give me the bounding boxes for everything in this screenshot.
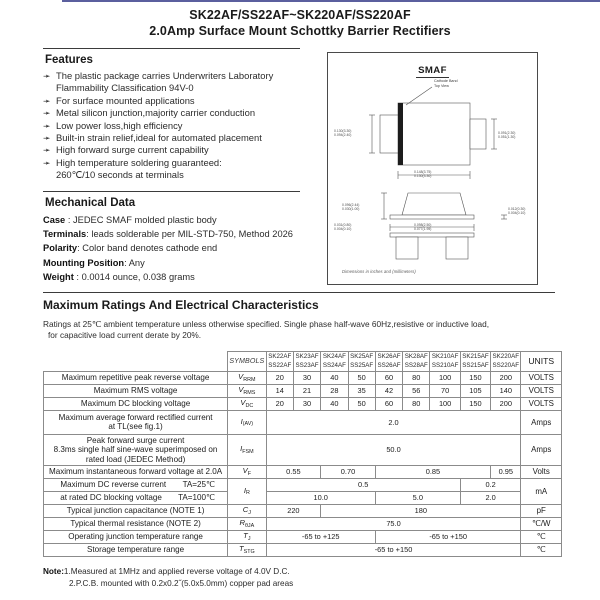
mechanical-separator: : — [77, 243, 83, 254]
table-row — [44, 504, 562, 517]
table-row — [44, 465, 562, 478]
feature-text: High temperature soldering guaranteed: — [56, 156, 222, 168]
cell-value: 0.2 — [460, 478, 521, 491]
cell-value: 30 — [293, 371, 320, 384]
cell-value: 60 — [375, 371, 402, 384]
table-row — [44, 530, 562, 543]
param-line1: Maximum average forward rectified current — [58, 412, 213, 422]
cell-value: 0.70 — [321, 465, 376, 478]
param-line2: at rated DC blocking voltage — [60, 493, 162, 503]
mechanical-separator: : — [73, 272, 82, 283]
features-list — [43, 70, 313, 182]
package-drawing-graphic — [328, 75, 539, 260]
footer-notes — [43, 566, 563, 590]
cell-value: 10.0 — [266, 491, 375, 504]
header-units: UNITS — [521, 352, 562, 372]
feature-text: High forward surge current capability — [56, 144, 209, 156]
cell-value: 75.0 — [266, 517, 521, 530]
specifications-table — [43, 351, 562, 557]
symbol-rthja — [228, 517, 266, 530]
symbol-vf — [228, 465, 266, 478]
symbol-main: C — [242, 505, 249, 515]
note-2: 2.P.C.B. mounted with 0.2x0.2˝(5.0x5.0mm) copper pad areas — [69, 579, 294, 588]
part-number-bottom: SS215AF — [462, 362, 489, 370]
dimension-right-tab — [498, 131, 515, 139]
part-number-top: SK220AF — [492, 353, 520, 360]
mechanical-row-terminals — [43, 227, 313, 241]
part-number-top: SK210AF — [431, 353, 459, 360]
symbol-subscript: DC — [245, 402, 254, 409]
mechanical-row-case — [43, 213, 313, 227]
param-line1: Peak forward surge current — [86, 435, 185, 445]
symbol-main: V — [238, 385, 244, 395]
mechanical-label: Weight — [43, 272, 74, 283]
symbol-vrrm — [228, 371, 266, 384]
cell-value: 2.0 — [266, 410, 521, 434]
dimension-value: 0.030(1.00) — [342, 207, 360, 212]
cell-value: -65 to +125 — [266, 530, 375, 543]
mechanical-value: Color band denotes cathode end — [82, 243, 218, 254]
symbol-iav — [228, 410, 266, 434]
condition-ta-100c: TA=100℃ — [178, 493, 216, 503]
part-number-top: SK26AF — [377, 353, 401, 360]
param-ir-100c — [44, 491, 228, 504]
dimension-value: 0.004(0.10) — [334, 227, 352, 232]
cell-value: 180 — [321, 504, 521, 517]
symbol-main: V — [242, 466, 248, 476]
cell-value: -65 to +150 — [375, 530, 521, 543]
part-number-top: SK23AF — [295, 353, 319, 360]
dimension-height — [342, 203, 359, 211]
mechanical-value: JEDEC SMAF molded plastic body — [72, 214, 217, 225]
symbol-subscript: RRM — [243, 376, 256, 383]
cell-value: 30 — [293, 397, 320, 410]
param-tstg: Storage temperature range — [44, 543, 228, 556]
feature-text: Metal silicon junction,majority carrier conduction — [56, 107, 256, 119]
param-iav — [44, 410, 228, 434]
dimension-value: 0.031(0.80) — [334, 223, 352, 227]
arrow-bullet-icon: ➛ — [43, 145, 51, 156]
param-cj: Typical junction capacitance (NOTE 1) — [44, 504, 228, 517]
cell-value: 200 — [491, 397, 521, 410]
dimension-value: 0.148(3.75) — [414, 170, 432, 174]
symbol-ifsm — [228, 434, 266, 465]
cell-value: 0.55 — [266, 465, 321, 478]
cell-value: 70 — [430, 384, 460, 397]
symbol-subscript: F — [247, 470, 252, 477]
header-part-6 — [403, 352, 430, 372]
part-number-top: SK22AF — [268, 353, 292, 360]
param-ifsm — [44, 434, 228, 465]
cell-value: 50 — [348, 371, 375, 384]
header-part-3 — [321, 352, 348, 372]
part-number-bottom: SS26AF — [377, 362, 401, 370]
page-title — [0, 0, 600, 40]
symbol-vrms — [228, 384, 266, 397]
arrow-bullet-icon: ➛ — [43, 71, 51, 81]
cell-units: pF — [521, 504, 562, 517]
dimension-value: 0.130(3.30) — [414, 174, 432, 179]
symbol-subscript: θJA — [244, 522, 255, 529]
header-part-8 — [460, 352, 490, 372]
features-heading: Features — [45, 54, 93, 66]
part-number-top: SK24AF — [322, 353, 346, 360]
part-number-top: SK28AF — [404, 353, 428, 360]
cell-value: 150 — [460, 397, 490, 410]
table-row — [44, 517, 562, 530]
table-row — [44, 384, 562, 397]
symbol-cj — [228, 504, 266, 517]
cell-value: 50.0 — [266, 434, 521, 465]
header-symbols: SYMBOLS — [228, 352, 266, 372]
cell-value: 50 — [348, 397, 375, 410]
cell-value: 100 — [430, 371, 460, 384]
smaf-outline-svg — [328, 75, 539, 260]
list-item — [43, 144, 313, 156]
part-number-bottom: SS23AF — [295, 362, 319, 370]
divider-mechanical — [43, 191, 300, 192]
cell-units: VOLTS — [521, 371, 562, 384]
arrow-bullet-icon: ➛ — [43, 120, 51, 131]
cell-value: 21 — [293, 384, 320, 397]
mechanical-data-heading: Mechanical Data — [45, 196, 136, 209]
part-number-top: SK25AF — [350, 353, 374, 360]
list-item — [43, 95, 313, 107]
arrow-bullet-icon: ➛ — [43, 108, 51, 119]
symbol-tj — [228, 530, 266, 543]
table-row — [44, 543, 562, 556]
mechanical-row-polarity — [43, 241, 313, 255]
features-and-mechanical-column — [43, 48, 313, 285]
dimension-value: 0.098(2.50) — [414, 223, 432, 227]
mechanical-label: Mounting Position — [43, 257, 125, 268]
symbol-subscript: RMS — [243, 389, 256, 396]
mechanical-value: 0.0014 ounce, 0.038 grams — [81, 272, 195, 283]
symbol-subscript: STG — [243, 548, 255, 555]
cell-value: 2.0 — [460, 491, 521, 504]
cell-units: ℃ — [521, 543, 562, 556]
cell-value: 0.85 — [375, 465, 490, 478]
dimension-value: 0.091(2.30) — [498, 131, 516, 135]
feature-text: Low power loss,high efficiency — [56, 119, 183, 131]
dimension-value: 0.012(0.30) — [508, 207, 526, 211]
dimension-value: 0.004(0.10) — [508, 211, 526, 216]
cell-value: 105 — [460, 384, 490, 397]
cell-value: 200 — [491, 371, 521, 384]
package-drawing-panel — [327, 52, 538, 285]
cell-value: 140 — [491, 384, 521, 397]
mechanical-label: Polarity — [43, 243, 78, 254]
symbol-main: T — [243, 531, 248, 541]
header-part-7 — [430, 352, 460, 372]
param-vdc: Maximum DC blocking voltage — [44, 397, 228, 410]
symbol-main: I — [240, 416, 243, 426]
table-row — [44, 397, 562, 410]
header-part-5 — [375, 352, 402, 372]
part-number-top: SK215AF — [462, 353, 489, 360]
arrow-bullet-icon: ➛ — [43, 133, 51, 144]
part-number-bottom: SS220AF — [492, 362, 520, 370]
dimension-value: 0.077(1.95) — [414, 227, 432, 232]
dimension-foot — [334, 223, 351, 231]
cell-units: Amps — [521, 434, 562, 465]
feature-text-cont: Flammability Classification 94V-0 — [56, 82, 194, 94]
product-description-title: 2.0Amp Surface Mount Schottky Barrier Rectifiers — [149, 24, 451, 38]
symbol-main: R — [239, 518, 245, 528]
header-blank — [44, 352, 228, 372]
header-part-4 — [348, 352, 375, 372]
param-ir-25c — [44, 478, 228, 491]
feature-text-cont: 260℃/10 seconds at terminals — [56, 169, 184, 181]
cell-value: 60 — [375, 397, 402, 410]
part-number-bottom: SS22AF — [268, 362, 292, 370]
cell-value: 56 — [403, 384, 430, 397]
param-tj: Operating junction temperature range — [44, 530, 228, 543]
cell-units: ℃/W — [521, 517, 562, 530]
param-vf: Maximum instantaneous forward voltage at 2.0A — [44, 465, 228, 478]
list-item — [43, 120, 313, 132]
cell-value: 80 — [403, 371, 430, 384]
table-header-row — [44, 352, 562, 372]
divider-ratings — [43, 292, 555, 293]
dimension-value: 0.094(2.40) — [334, 133, 352, 138]
cell-value: 40 — [321, 371, 348, 384]
cell-value: 220 — [266, 504, 321, 517]
dimension-overall — [414, 223, 431, 231]
ratings-note-line2: for capacitive load current derate by 20%. — [48, 329, 202, 340]
symbol-subscript: (AV) — [242, 421, 254, 428]
cell-value: 20 — [266, 371, 293, 384]
part-number-bottom: SS24AF — [322, 362, 346, 370]
table-row — [44, 371, 562, 384]
mechanical-label: Terminals — [43, 229, 87, 240]
cell-value: 5.0 — [375, 491, 460, 504]
cell-units: mA — [521, 478, 562, 504]
mechanical-label: Case — [43, 214, 66, 225]
header-part-2 — [293, 352, 320, 372]
param-rthja: Typical thermal resistance (NOTE 2) — [44, 517, 228, 530]
param-vrms: Maximum RMS voltage — [44, 384, 228, 397]
upper-section — [0, 48, 600, 288]
symbol-vdc — [228, 397, 266, 410]
cell-value: 28 — [321, 384, 348, 397]
dimension-left-width — [334, 129, 351, 137]
cell-value: -65 to +150 — [266, 543, 521, 556]
cell-value: 42 — [375, 384, 402, 397]
param-line2: 8.3ms single half sine-wave superimposed on — [53, 445, 218, 455]
table-row — [44, 478, 562, 491]
symbol-subscript: J — [247, 535, 251, 542]
mechanical-row-mounting-position — [43, 256, 313, 270]
symbol-subscript: FSM — [242, 448, 254, 455]
header-part-1 — [266, 352, 293, 372]
symbol-main: I — [240, 444, 243, 454]
table-row — [44, 491, 562, 504]
dimension-body-length — [414, 170, 431, 178]
ratings-section-header — [43, 292, 563, 340]
param-line2: at TL(see fig.1) — [108, 422, 163, 432]
symbol-subscript: J — [248, 509, 251, 516]
param-vrrm: Maximum repetitive peak reverse voltage — [44, 371, 228, 384]
symbol-main: T — [238, 544, 244, 554]
mechanical-separator: : — [65, 214, 73, 225]
arrow-bullet-icon: ➛ — [43, 95, 51, 106]
package-name-label: SMAF — [418, 65, 447, 76]
dimension-value: 0.130(3.30) — [334, 129, 352, 133]
arrow-bullet-icon: ➛ — [43, 157, 51, 168]
list-item — [43, 157, 313, 182]
ratings-conditions-note — [43, 319, 563, 340]
feature-text: Built-in strain relief,ideal for automated placement — [56, 132, 262, 144]
table-row — [44, 434, 562, 465]
note-1: 1.Measured at 1MHz and applied reverse voltage of 4.0V D.C. — [63, 567, 290, 576]
ratings-heading: Maximum Ratings And Electrical Characteristics — [43, 298, 319, 312]
symbol-main: V — [238, 372, 244, 382]
dimension-thickness — [508, 207, 525, 215]
header-part-9 — [491, 352, 521, 372]
dimension-units-footnote: Dimensions in inches and (millimeters) — [342, 269, 416, 274]
mechanical-separator: : — [86, 229, 92, 240]
cell-units: VOLTS — [521, 384, 562, 397]
notes-label: Note: — [43, 567, 64, 576]
cathode-band-annotation — [434, 79, 458, 88]
cell-value: 0.5 — [266, 478, 460, 491]
mechanical-separator: : — [124, 257, 129, 268]
symbol-main: V — [240, 398, 246, 408]
ratings-note-line1: Ratings at 25℃ ambient temperature unless otherwise specified. Single phase half-wave 60Hz,resistive or inductive load, — [43, 319, 490, 329]
mechanical-row-weight — [43, 270, 313, 284]
divider-top — [43, 48, 300, 49]
cell-value: 35 — [348, 384, 375, 397]
mechanical-value: leads solderable per MIL-STD-750, Method 2026 — [91, 229, 293, 240]
list-item — [43, 132, 313, 144]
cell-units: Amps — [521, 410, 562, 434]
part-number-title: SK22AF/SS22AF~SK220AF/SS220AF — [189, 8, 411, 22]
symbol-subscript: R — [245, 490, 250, 497]
dimension-value: 0.051(1.30) — [498, 135, 516, 140]
part-number-bottom: SS210AF — [431, 362, 459, 370]
cell-value: 0.95 — [491, 465, 521, 478]
symbol-main: I — [243, 485, 246, 495]
symbol-ir — [228, 478, 266, 504]
mechanical-value: Any — [128, 257, 145, 268]
cell-value: 20 — [266, 397, 293, 410]
cell-value: 14 — [266, 384, 293, 397]
table-row — [44, 410, 562, 434]
cell-units: Volts — [521, 465, 562, 478]
feature-text: For surface mounted applications — [56, 94, 195, 106]
cell-value: 40 — [321, 397, 348, 410]
dimension-value: 0.096(2.44) — [342, 203, 360, 207]
part-number-bottom: SS28AF — [404, 362, 428, 370]
cell-units: ℃ — [521, 530, 562, 543]
top-view-label: Top View — [434, 83, 449, 88]
cell-units: VOLTS — [521, 397, 562, 410]
part-number-bottom: SS25AF — [350, 362, 374, 370]
cell-value: 100 — [430, 397, 460, 410]
param-line3: rated load (JEDEC Method) — [85, 454, 186, 464]
list-item — [43, 107, 313, 119]
condition-ta-25c: TA=25℃ — [182, 480, 216, 490]
cell-value: 150 — [460, 371, 490, 384]
list-item — [43, 70, 313, 95]
cathode-band-label: Cathode Band — [434, 79, 458, 83]
param-line1: Maximum DC reverse current — [60, 480, 167, 490]
cell-value: 80 — [403, 397, 430, 410]
feature-text: The plastic package carries Underwriters Laboratory — [56, 70, 274, 81]
symbol-tstg — [228, 543, 266, 556]
